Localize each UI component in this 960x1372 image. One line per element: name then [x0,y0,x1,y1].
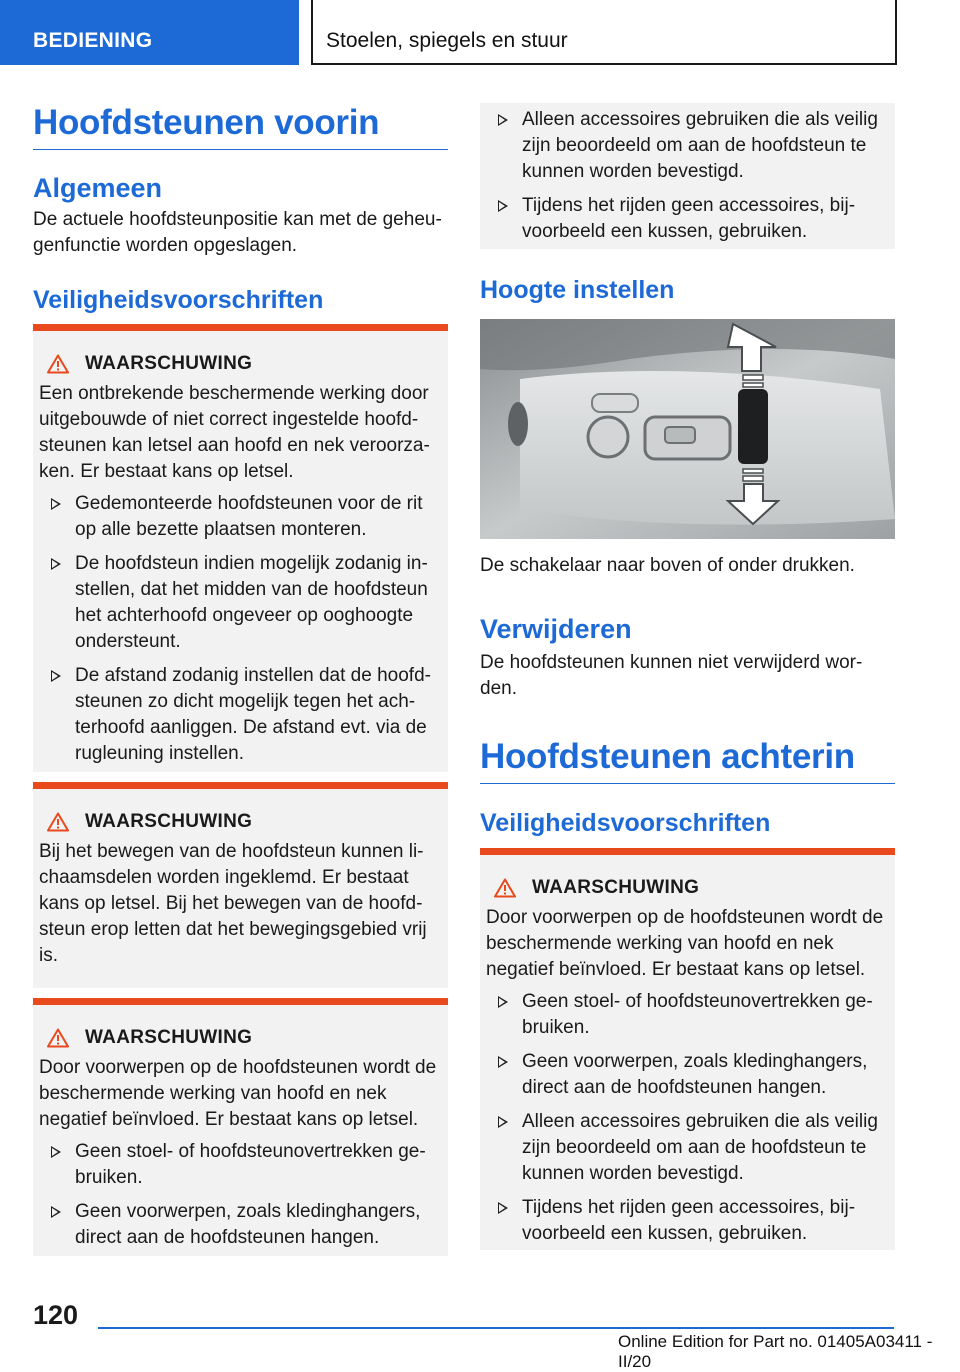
height-caption: De schakelaar naar boven of onder drukken. [480,555,855,576]
edition-note: Online Edition for Part no. 01405A03411 - II/20 [618,1332,933,1371]
remove-heading: Verwijderen [480,614,632,644]
warning-bullet-list [486,107,889,245]
list-item: Geen voorwerpen, zoals kledinghangers, direct aan de hoofdsteunen hangen. [486,1049,889,1101]
section-label: BEDIENING [33,29,153,52]
footer-divider [98,1327,894,1329]
list-item: Tijdens het rijden geen accessoires, bij-voorbeeld een kussen, gebruiken. [486,1195,889,1247]
warning-title: WAARSCHUWING [85,1027,253,1048]
warning-triangle-icon [47,354,69,374]
headrest-switch-photo [480,319,895,539]
bullet-triangle-icon [51,498,61,510]
height-heading: Hoogte instellen [480,276,675,304]
warning-triangle-icon [47,812,69,832]
chapter-tab [311,0,897,65]
warning-text: Een ontbrekende beschermende werking door uitgebouwde of niet correct ingestelde hoofd-steunen kan letsel aan hoofd en nek veroorza-ken. Er bestaat kans op letsel. [39,383,430,482]
warning-title: WAARSCHUWING [85,811,253,832]
warning-bullet-list [39,491,442,767]
warning-triangle-icon [494,878,516,898]
warning-box-1 [33,324,448,772]
general-text: De actuele hoofdsteunpositie kan met de geheu-genfunctie worden opgeslagen. [33,209,442,256]
warning-text: Bij het bewegen van de hoofdsteun kunnen li-chaamsdelen worden ingeklemd. Er bestaat kans op letsel. Bij het bewegen van de hoofd-steun erop letten dat het bewegingsgebied vrij is. [39,841,427,966]
bullet-triangle-icon [498,1202,508,1214]
list-item: Geen stoel- of hoofdsteunovertrekken ge-bruiken. [39,1139,442,1191]
bullet-triangle-icon [498,1056,508,1068]
page-number: 120 [33,1300,79,1330]
warning-triangle-icon [47,1028,69,1048]
list-item: De hoofdsteun indien mogelijk zodanig in-stellen, dat het midden van de hoofdsteun het achterhoofd ongeveer op ooghoogte ondersteunt. [39,551,442,655]
safety-heading: Veiligheidsvoorschriften [33,286,324,314]
list-item: Alleen accessoires gebruiken die als veilig zijn beoordeeld om aan de hoofdsteun te kunnen worden bevestigd. [486,107,889,185]
bullet-triangle-icon [498,114,508,126]
list-item: Geen voorwerpen, zoals kledinghangers, direct aan de hoofdsteunen hangen. [39,1199,442,1251]
bullet-triangle-icon [51,670,61,682]
warning-box-3 [33,998,448,1256]
warning-title: WAARSCHUWING [85,353,253,374]
bullet-triangle-icon [51,558,61,570]
bullet-triangle-icon [51,1146,61,1158]
page-title: Hoofdsteunen voorin [33,103,448,150]
warning-text: Door voorwerpen op de hoofdsteunen wordt de beschermende werking van hoofd en nek negatief beïnvloed. Er bestaat kans op letsel. [486,907,884,980]
bullet-triangle-icon [51,1206,61,1218]
warning-bullet-list [39,1139,442,1251]
list-item: Tijdens het rijden geen accessoires, bij-voorbeeld een kussen, gebruiken. [486,193,889,245]
section-tab [0,0,299,65]
warning-text: Door voorwerpen op de hoofdsteunen wordt de beschermende werking van hoofd en nek negatief beïnvloed. Er bestaat kans op letsel. [39,1057,437,1130]
list-item: Gedemonteerde hoofdsteunen voor de rit op alle bezette plaatsen monteren. [39,491,442,543]
warning-title: WAARSCHUWING [532,877,700,898]
bullet-triangle-icon [498,996,508,1008]
bullet-triangle-icon [498,1116,508,1128]
warning-box-2 [33,782,448,988]
chapter-label: Stoelen, spiegels en stuur [326,29,568,52]
general-heading: Algemeen [33,173,163,203]
warning-box-4 [480,848,895,1250]
list-item: Geen stoel- of hoofdsteunovertrekken ge-bruiken. [486,989,889,1041]
list-item: Alleen accessoires gebruiken die als veilig zijn beoordeeld om aan de hoofdsteun te kunnen worden bevestigd. [486,1109,889,1187]
rear-title: Hoofdsteunen achterin [480,737,895,784]
warning-bullet-list [486,989,889,1247]
remove-text: De hoofdsteunen kunnen niet verwijderd wor-den. [480,652,863,699]
rear-safety-heading: Veiligheidsvoorschriften [480,809,771,837]
bullet-triangle-icon [498,200,508,212]
warning-box-continued [480,103,895,249]
list-item: De afstand zodanig instellen dat de hoofd-steunen zo dicht mogelijk tegen het ach-terhoofd aanliggen. De afstand evt. via de rugleuning instellen. [39,663,442,767]
